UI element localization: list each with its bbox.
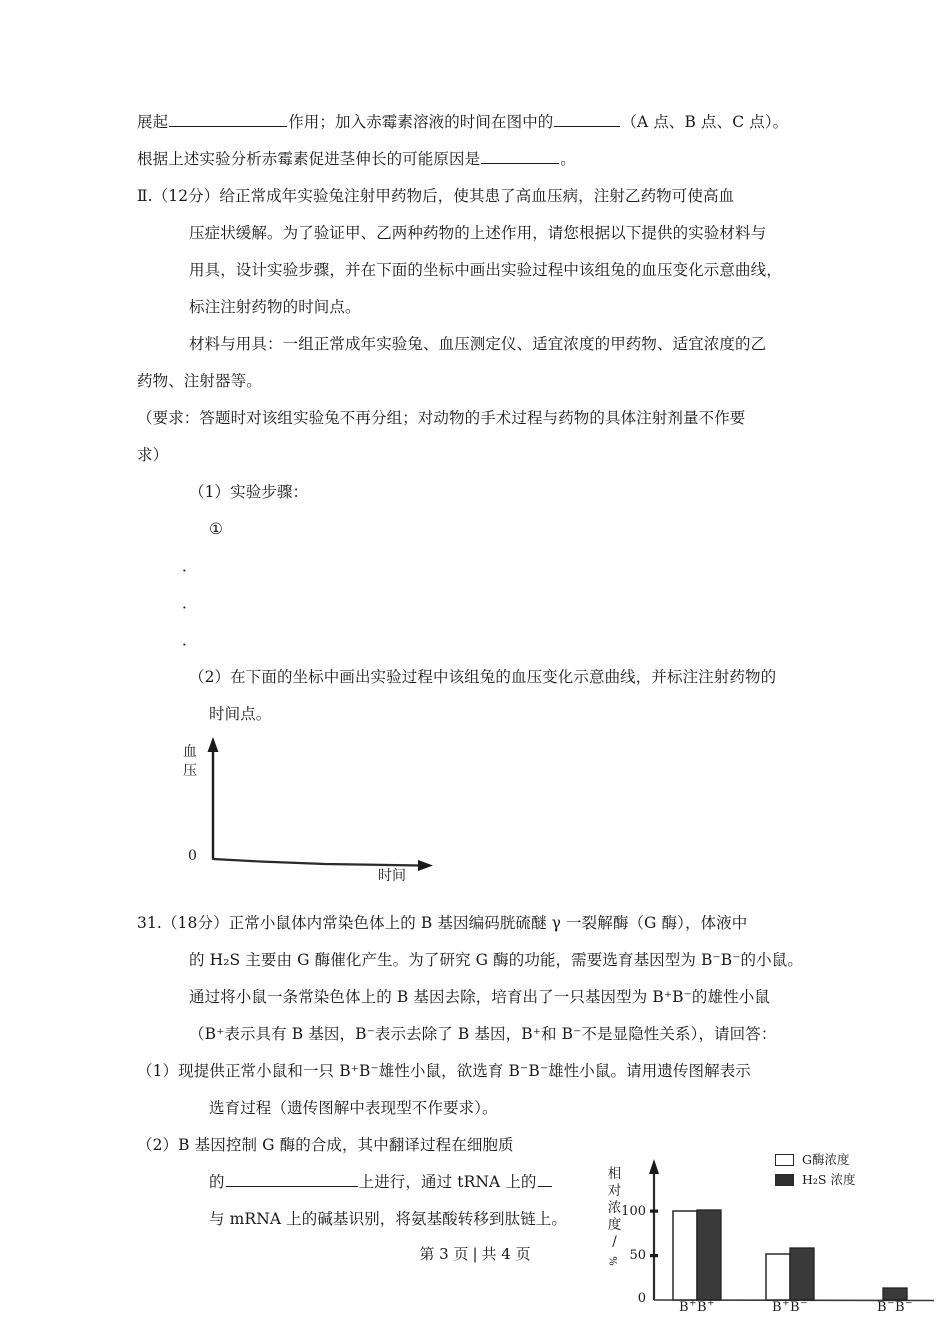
question-2-sub-2-line-1: （2）在下面的坐标中画出实验过程中该组兔的血压变化示意曲线，并标注注射药物的: [189, 668, 777, 686]
legend-label-h2s: H₂S 浓度: [802, 1172, 856, 1187]
bp-y-axis-label: 血压: [183, 744, 197, 779]
carryover-text-c: （A 点、B 点、C 点）。: [621, 113, 789, 131]
question-31-sub-1-line-2: 选育过程（遗传图解中表现型不作要求）。: [209, 1099, 498, 1117]
step-marker-1: ①: [209, 520, 223, 538]
chart-category-label-3: B−B−: [877, 1298, 913, 1315]
step-dot-2: ．: [182, 594, 198, 612]
question-31-line-2: 的 H₂S 主要由 G 酶催化产生。为了研究 G 酶的功能，需要选育基因型为 B⁻B⁻的小鼠。: [189, 951, 803, 969]
carryover-text-b: 作用；加入赤霉素溶液的时间在图中的: [288, 113, 554, 131]
question-31-sub-1-line-1: （1）现提供正常小鼠和一只 B⁺B⁻雄性小鼠，欲选育 B⁻B⁻雄性小鼠。请用遗传图解表示: [137, 1062, 751, 1080]
question-2-line-2: 压症状缓解。为了验证甲、乙两种药物的上述作用，请您根据以下提供的实验材料与: [189, 224, 767, 242]
chart-ytick-50: 50: [629, 1248, 646, 1263]
ylabel-unit: %: [608, 1256, 620, 1266]
requirement-line-1: （要求：答题时对该组实验兔不再分组；对动物的手术过程与药物的具体注射剂量不作要: [137, 409, 746, 427]
requirement-line-2: 求）: [137, 446, 169, 464]
ylabel-char-3: 度: [607, 1217, 622, 1233]
question-2-sub-2-line-2: 时间点。: [209, 705, 272, 723]
carryover-line-1: [137, 104, 822, 141]
answer-blank[interactable]: [538, 1170, 552, 1187]
question-2-sub-1-label: （1）实验步骤：: [189, 483, 309, 501]
carryover-text-e: 。: [560, 150, 576, 168]
ylabel-char-1: 对: [607, 1183, 622, 1199]
question-31-line-3: 通过将小鼠一条常染色体上的 B 基因去除，培育出了一只基因型为 B⁺B⁻的雄性小鼠: [189, 988, 770, 1006]
page-content: [137, 104, 822, 733]
question-31-sub-2-line-2: [137, 1164, 609, 1201]
question-2-line-4: 标注注射药物的时间点。: [189, 298, 361, 316]
sub-2-text-b: 上进行，通过 tRNA 上的: [358, 1173, 537, 1191]
legend-item-g-enzyme: [775, 1150, 855, 1170]
bp-x-arrowhead: [418, 860, 433, 871]
question-31-sub-2-line-3: 与 mRNA 上的碱基识别，将氨基酸转移到肽链上。: [209, 1210, 567, 1228]
materials-line-2: 药物、注射器等。: [137, 372, 262, 390]
bp-axes-svg: [165, 735, 465, 895]
question-31-sub-2-line-1: （2）B 基因控制 G 酶的合成，其中翻译过程在细胞质: [137, 1136, 514, 1154]
blood-pressure-coordinate-diagram: [165, 735, 465, 895]
question-31-line-1: 31.（18分）正常小鼠体内常染色体上的 B 基因编码胱硫醚 γ 一裂解酶（G 酶），体液中: [137, 914, 748, 932]
carryover-text-d: 根据上述实验分析赤霉素促进茎伸长的可能原因是: [137, 150, 481, 168]
chart-legend: [775, 1150, 855, 1190]
bp-y-arrowhead: [208, 737, 219, 752]
question-2-line-1: Ⅱ.（12分）给正常成年实验兔注射甲药物后，使其患了高血压病，注射乙药物可使高血: [137, 187, 735, 205]
ylabel-char-2: 浓: [607, 1200, 622, 1216]
answer-blank[interactable]: [481, 147, 559, 164]
footer-total-pages: 共 4 页: [481, 1245, 531, 1263]
step-dot-3: ．: [182, 631, 198, 649]
chart-ytick-0: 0: [637, 1291, 646, 1306]
ylabel-char-0: 相: [607, 1166, 622, 1182]
question-2-line-3: 用具，设计实验步骤，并在下面的坐标中画出实验过程中该组兔的血压变化示意曲线，: [189, 261, 782, 279]
step-dot-1: ．: [182, 557, 198, 575]
chart-ytick-100: 100: [621, 1204, 646, 1219]
sub-2-text-a: 的: [209, 1173, 225, 1191]
footer-separator: |: [472, 1245, 478, 1263]
question-31-line-4: （B⁺表示具有 B 基因，B⁻表示去除了 B 基因，B⁺和 B⁻不是显隐性关系），请回答：: [189, 1025, 777, 1043]
page-footer: [0, 1243, 950, 1264]
bp-x-axis-label: 时间: [378, 868, 406, 884]
materials-line-1: 材料与用具：一组正常成年实验兔、血压测定仪、适宜浓度的甲药物、适宜浓度的乙: [189, 335, 767, 353]
footer-current-page: 第 3 页: [419, 1245, 469, 1263]
chart-tick-100-icon: [650, 1210, 658, 1213]
chart-category-label-2: B+B−: [772, 1298, 808, 1315]
legend-item-h2s: [775, 1170, 855, 1190]
legend-swatch-black-icon: [775, 1174, 794, 1186]
bp-origin-label: 0: [188, 848, 197, 864]
answer-blank[interactable]: [554, 110, 620, 127]
chart-category-label-1: B+B+: [679, 1298, 715, 1315]
ylabel-char-4: /: [612, 1234, 617, 1250]
carryover-text-a: 展起: [137, 113, 169, 131]
chart-y-arrowhead: [649, 1159, 659, 1174]
legend-swatch-white-icon: [775, 1154, 794, 1166]
legend-label-g-enzyme: G酶浓度: [802, 1152, 850, 1167]
answer-blank[interactable]: [169, 110, 287, 127]
carryover-line-2: [137, 141, 822, 178]
answer-blank[interactable]: [226, 1170, 358, 1187]
